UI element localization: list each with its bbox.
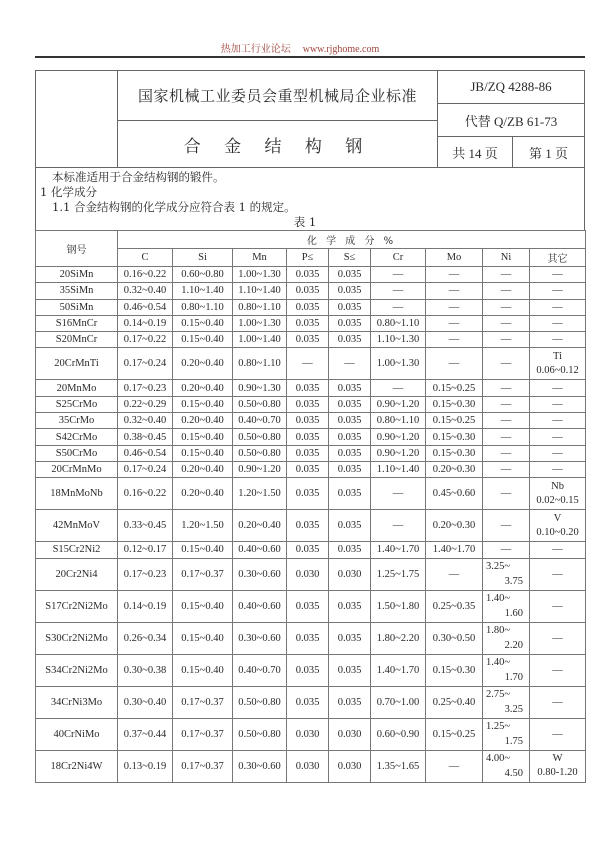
cell-c: 0.12~0.17 (118, 542, 173, 558)
ni-range-end: 4.50 (504, 768, 523, 780)
cell-s: 0.035 (329, 510, 371, 542)
cell-grade: 35SiMn (36, 283, 118, 299)
cell-s: 0.035 (329, 315, 371, 331)
col-header-cr: Cr (371, 249, 426, 267)
cell-si: 0.17~0.37 (173, 718, 233, 750)
cell-grade: 18MnMoNb (36, 478, 118, 510)
cell-c: 0.17~0.24 (118, 348, 173, 380)
table-row (36, 461, 586, 477)
cell-ni (483, 558, 530, 590)
cell-mo: 0.45~0.60 (426, 478, 483, 510)
cell-ni (483, 686, 530, 718)
table-row (36, 429, 586, 445)
cell-si: 0.15~0.40 (173, 315, 233, 331)
cell-c: 0.22~0.29 (118, 396, 173, 412)
cell-grade: S16MnCr (36, 315, 118, 331)
table-caption: 表 1 (293, 215, 317, 229)
total-pages-cell (437, 136, 513, 168)
table-row (36, 718, 586, 750)
cell-si: 0.15~0.40 (173, 445, 233, 461)
table-row (36, 478, 586, 510)
cell-s: 0.035 (329, 686, 371, 718)
cell-cr: 1.50~1.80 (371, 590, 426, 622)
cell-si: 0.15~0.40 (173, 542, 233, 558)
cell-mo: 1.40~1.70 (426, 542, 483, 558)
cell-other (530, 510, 586, 542)
cell-s: 0.030 (329, 750, 371, 782)
document-title: 合 金 结 构 钢 (183, 136, 372, 157)
cell-p: 0.035 (287, 686, 329, 718)
cell-si: 0.15~0.40 (173, 396, 233, 412)
table-row (36, 315, 586, 331)
cell-mn: 0.80~1.10 (233, 299, 287, 315)
cell-cr: — (371, 478, 426, 510)
other-element: V (553, 512, 562, 524)
ni-range-end: 2.20 (504, 640, 523, 652)
cell-mn: 1.10~1.40 (233, 283, 287, 299)
other-range: 0.02~0.15 (536, 494, 579, 506)
ni-range-start: 1.40~ (486, 657, 511, 669)
cell-p: 0.030 (287, 750, 329, 782)
cell-p: 0.035 (287, 267, 329, 283)
cell-s: 0.035 (329, 478, 371, 510)
cell-other: — (530, 380, 586, 396)
cell-ni (483, 622, 530, 654)
cell-c: 0.17~0.22 (118, 332, 173, 348)
cell-mo: — (426, 267, 483, 283)
cell-other: — (530, 396, 586, 412)
cell-s: 0.035 (329, 622, 371, 654)
cell-mn: 0.30~0.60 (233, 750, 287, 782)
cell-other (530, 348, 586, 380)
cell-ni: — (483, 380, 530, 396)
cell-cr: 0.90~1.20 (371, 445, 426, 461)
scope-text: 本标准适用于合金结构钢的锻件。 (52, 170, 225, 184)
cell-mn: 0.30~0.60 (233, 622, 287, 654)
table-row (36, 413, 586, 429)
cell-mn: 0.50~0.80 (233, 396, 287, 412)
cell-c: 0.16~0.22 (118, 478, 173, 510)
cell-other (530, 478, 586, 510)
cell-cr: 1.25~1.75 (371, 558, 426, 590)
col-header-c: C (118, 249, 173, 267)
cell-ni: — (483, 510, 530, 542)
cell-grade: 40CrNiMo (36, 718, 118, 750)
cell-c: 0.14~0.19 (118, 590, 173, 622)
cell-mo: — (426, 558, 483, 590)
cell-ni (483, 590, 530, 622)
cell-s: 0.035 (329, 396, 371, 412)
cell-s: — (329, 348, 371, 380)
cell-c: 0.32~0.40 (118, 413, 173, 429)
title-cell (117, 120, 438, 168)
cell-s: 0.035 (329, 299, 371, 315)
cell-cr: 1.80~2.20 (371, 622, 426, 654)
cell-mn: 0.20~0.40 (233, 510, 287, 542)
cell-p: 0.030 (287, 718, 329, 750)
other-range: 0.06~0.12 (536, 364, 579, 376)
cell-mn: 0.30~0.60 (233, 558, 287, 590)
cell-p: 0.035 (287, 429, 329, 445)
cell-other: — (530, 542, 586, 558)
cell-grade: S17Cr2Ni2Mo (36, 590, 118, 622)
cell-ni: — (483, 461, 530, 477)
cell-si: 0.15~0.40 (173, 332, 233, 348)
cell-other: — (530, 315, 586, 331)
replaces-code: 代替 Q/ZB 61-73 (464, 113, 558, 129)
cell-mo: 0.15~0.30 (426, 654, 483, 686)
cell-si: 0.20~0.40 (173, 461, 233, 477)
page-number-cell (512, 136, 585, 168)
cell-mo: — (426, 750, 483, 782)
cell-grade: S20MnCr (36, 332, 118, 348)
cell-cr: 0.80~1.10 (371, 413, 426, 429)
other-element: W (552, 753, 563, 765)
cell-mn: 0.50~0.80 (233, 718, 287, 750)
cell-other: — (530, 461, 586, 477)
cell-cr: — (371, 283, 426, 299)
cell-si: 0.80~1.10 (173, 299, 233, 315)
cell-c: 0.46~0.54 (118, 445, 173, 461)
cell-s: 0.035 (329, 283, 371, 299)
ni-range-end: 1.70 (504, 672, 523, 684)
cell-mo: 0.30~0.50 (426, 622, 483, 654)
cell-mo: — (426, 332, 483, 348)
ni-range-start: 2.75~ (486, 689, 511, 701)
cell-cr: — (371, 380, 426, 396)
table-row (36, 445, 586, 461)
cell-p: 0.035 (287, 478, 329, 510)
table-row (36, 380, 586, 396)
cell-ni: — (483, 413, 530, 429)
cell-ni: — (483, 429, 530, 445)
cell-ni: — (483, 542, 530, 558)
cell-mo: — (426, 348, 483, 380)
cell-c: 0.17~0.24 (118, 461, 173, 477)
cell-grade: S25CrMo (36, 396, 118, 412)
section-1-heading: 1 化学成分 (40, 185, 97, 199)
table-row (36, 348, 586, 380)
table-row (36, 654, 586, 686)
cell-c: 0.37~0.44 (118, 718, 173, 750)
cell-c: 0.14~0.19 (118, 315, 173, 331)
col-header-s: S≤ (329, 249, 371, 267)
cell-mo: — (426, 315, 483, 331)
cell-other: — (530, 413, 586, 429)
table-row (36, 622, 586, 654)
cell-ni: — (483, 348, 530, 380)
cell-c: 0.30~0.40 (118, 686, 173, 718)
standard-box-left-blank (35, 70, 118, 168)
cell-mo: — (426, 283, 483, 299)
cell-p: 0.035 (287, 396, 329, 412)
cell-c: 0.33~0.45 (118, 510, 173, 542)
cell-mn: 1.00~1.30 (233, 315, 287, 331)
col-header-other: 其它 (530, 249, 586, 267)
cell-cr: 0.70~1.00 (371, 686, 426, 718)
cell-p: 0.030 (287, 558, 329, 590)
cell-p: 0.035 (287, 622, 329, 654)
cell-grade: S15Cr2Ni2 (36, 542, 118, 558)
cell-p: 0.035 (287, 542, 329, 558)
col-header-p: P≤ (287, 249, 329, 267)
cell-c: 0.13~0.19 (118, 750, 173, 782)
cell-mo: 0.25~0.35 (426, 590, 483, 622)
cell-other: — (530, 590, 586, 622)
cell-cr: 1.40~1.70 (371, 542, 426, 558)
total-pages: 共 14 页 (452, 145, 498, 161)
cell-ni: — (483, 332, 530, 348)
cell-grade: 42MnMoV (36, 510, 118, 542)
cell-si: 0.17~0.37 (173, 686, 233, 718)
cell-other: — (530, 445, 586, 461)
cell-mn: 0.40~0.60 (233, 590, 287, 622)
table-row (36, 283, 586, 299)
cell-si: 0.15~0.40 (173, 654, 233, 686)
cell-si: 0.20~0.40 (173, 478, 233, 510)
cell-si: 0.60~0.80 (173, 267, 233, 283)
cell-ni: — (483, 315, 530, 331)
cell-c: 0.46~0.54 (118, 299, 173, 315)
cell-ni (483, 654, 530, 686)
cell-mo: 0.25~0.40 (426, 686, 483, 718)
cell-cr: — (371, 510, 426, 542)
cell-p: 0.035 (287, 380, 329, 396)
cell-cr: 0.80~1.10 (371, 315, 426, 331)
cell-c: 0.30~0.38 (118, 654, 173, 686)
standard-code: JB/ZQ 4288-86 (470, 79, 552, 94)
cell-mo: 0.15~0.30 (426, 396, 483, 412)
cell-mn: 0.40~0.60 (233, 542, 287, 558)
section-1-1-text: 1.1 合金结构钢的化学成分应符合表 1 的规定。 (52, 200, 296, 214)
cell-grade: 18Cr2Ni4W (36, 750, 118, 782)
cell-ni (483, 750, 530, 782)
cell-s: 0.035 (329, 429, 371, 445)
cell-s: 0.030 (329, 558, 371, 590)
cell-p: 0.035 (287, 315, 329, 331)
cell-grade: S34Cr2Ni2Mo (36, 654, 118, 686)
cell-mo: 0.20~0.30 (426, 461, 483, 477)
cell-grade: 20Cr2Ni4 (36, 558, 118, 590)
ni-range-start: 4.00~ (486, 753, 511, 765)
cell-si: 0.15~0.40 (173, 429, 233, 445)
col-header-mn: Mn (233, 249, 287, 267)
cell-cr: 0.90~1.20 (371, 429, 426, 445)
table-row (36, 267, 586, 283)
site-header (0, 40, 600, 55)
cell-s: 0.035 (329, 590, 371, 622)
cell-s: 0.035 (329, 380, 371, 396)
cell-mo: 0.15~0.30 (426, 429, 483, 445)
cell-grade: S30Cr2Ni2Mo (36, 622, 118, 654)
cell-other: — (530, 654, 586, 686)
cell-p: 0.035 (287, 445, 329, 461)
cell-c: 0.26~0.34 (118, 622, 173, 654)
cell-mo: 0.15~0.25 (426, 413, 483, 429)
cell-p: 0.035 (287, 332, 329, 348)
organization-name: 国家机械工业委员会重型机械局企业标准 (137, 87, 417, 105)
chemical-composition-table (35, 230, 586, 783)
cell-p: 0.035 (287, 283, 329, 299)
cell-grade: 20SiMn (36, 267, 118, 283)
cell-cr: 1.00~1.30 (371, 348, 426, 380)
cell-si: 1.20~1.50 (173, 510, 233, 542)
cell-other: — (530, 622, 586, 654)
cell-cr: — (371, 299, 426, 315)
ni-range-end: 3.75 (504, 576, 523, 588)
cell-p: 0.035 (287, 413, 329, 429)
cell-p: 0.035 (287, 510, 329, 542)
site-url: www.rjghome.com (302, 44, 380, 55)
cell-s: 0.035 (329, 654, 371, 686)
cell-cr: 1.35~1.65 (371, 750, 426, 782)
cell-cr: 1.10~1.30 (371, 332, 426, 348)
cell-other: — (530, 283, 586, 299)
cell-cr: — (371, 267, 426, 283)
cell-other: — (530, 299, 586, 315)
cell-p: 0.035 (287, 461, 329, 477)
cell-ni: — (483, 396, 530, 412)
cell-mn: 1.20~1.50 (233, 478, 287, 510)
table-row (36, 750, 586, 782)
cell-other: — (530, 686, 586, 718)
cell-mn: 0.80~1.10 (233, 348, 287, 380)
table-row (36, 686, 586, 718)
page-number: 第 1 页 (528, 145, 568, 161)
cell-p: — (287, 348, 329, 380)
cell-grade: 34CrNi3Mo (36, 686, 118, 718)
cell-other: — (530, 267, 586, 283)
grade-header: 钢号 (36, 231, 118, 267)
cell-c: 0.17~0.23 (118, 558, 173, 590)
cell-si: 0.20~0.40 (173, 348, 233, 380)
cell-si: 0.17~0.37 (173, 558, 233, 590)
cell-other (530, 750, 586, 782)
table-row (36, 299, 586, 315)
table-body (36, 267, 586, 783)
cell-ni: — (483, 267, 530, 283)
cell-s: 0.035 (329, 461, 371, 477)
table-row (36, 542, 586, 558)
cell-grade: 20CrMnTi (36, 348, 118, 380)
cell-s: 0.035 (329, 445, 371, 461)
cell-si: 0.15~0.40 (173, 590, 233, 622)
ni-range-end: 3.25 (504, 704, 523, 716)
cell-p: 0.035 (287, 299, 329, 315)
table-row (36, 558, 586, 590)
cell-c: 0.38~0.45 (118, 429, 173, 445)
cell-ni: — (483, 478, 530, 510)
col-header-mo: Mo (426, 249, 483, 267)
cell-cr: 1.10~1.40 (371, 461, 426, 477)
cell-grade: 20MnMo (36, 380, 118, 396)
cell-mn: 1.00~1.40 (233, 332, 287, 348)
other-element: Nb (551, 480, 564, 492)
cell-mo: 0.15~0.30 (426, 445, 483, 461)
cell-s: 0.035 (329, 542, 371, 558)
standard-code-cell (437, 70, 585, 104)
col-header-ni: Ni (483, 249, 530, 267)
cell-grade: 35CrMo (36, 413, 118, 429)
cell-si: 0.17~0.37 (173, 750, 233, 782)
cell-mo: — (426, 299, 483, 315)
cell-mn: 0.50~0.80 (233, 445, 287, 461)
cell-mn: 0.50~0.80 (233, 686, 287, 718)
cell-mo: 0.15~0.25 (426, 380, 483, 396)
cell-other: — (530, 558, 586, 590)
replaces-cell (437, 103, 585, 137)
cell-cr: 0.90~1.20 (371, 396, 426, 412)
cell-si: 0.20~0.40 (173, 413, 233, 429)
cell-ni (483, 718, 530, 750)
organization-cell (117, 70, 438, 121)
other-element: Ti (553, 350, 563, 362)
cell-s: 0.035 (329, 413, 371, 429)
cell-cr: 0.60~0.90 (371, 718, 426, 750)
cell-ni: — (483, 445, 530, 461)
ni-range-start: 3.25~ (486, 561, 511, 573)
ni-range-end: 1.60 (504, 608, 523, 620)
table-row (36, 396, 586, 412)
forum-name: 热加工行业论坛 (220, 44, 291, 55)
cell-mn: 0.40~0.70 (233, 413, 287, 429)
cell-grade: 20CrMnMo (36, 461, 118, 477)
ni-range-start: 1.80~ (486, 625, 511, 637)
cell-ni: — (483, 283, 530, 299)
cell-grade: S50CrMo (36, 445, 118, 461)
cell-c: 0.17~0.23 (118, 380, 173, 396)
cell-p: 0.035 (287, 654, 329, 686)
col-header-si: Si (173, 249, 233, 267)
ni-range-end: 1.75 (504, 736, 523, 748)
cell-grade: S42CrMo (36, 429, 118, 445)
cell-mn: 0.90~1.20 (233, 461, 287, 477)
table-row (36, 590, 586, 622)
cell-c: 0.16~0.22 (118, 267, 173, 283)
cell-other: — (530, 718, 586, 750)
cell-s: 0.035 (329, 332, 371, 348)
cell-c: 0.32~0.40 (118, 283, 173, 299)
cell-ni: — (483, 299, 530, 315)
cell-grade: 50SiMn (36, 299, 118, 315)
header-rule (35, 56, 585, 58)
cell-mo: 0.15~0.25 (426, 718, 483, 750)
other-range: 0.10~0.20 (536, 526, 579, 538)
cell-si: 1.10~1.40 (173, 283, 233, 299)
cell-p: 0.035 (287, 590, 329, 622)
cell-mo: 0.20~0.30 (426, 510, 483, 542)
cell-cr: 1.40~1.70 (371, 654, 426, 686)
other-range: 0.80-1.20 (537, 767, 578, 779)
cell-mn: 0.40~0.70 (233, 654, 287, 686)
cell-other: — (530, 429, 586, 445)
table-row (36, 510, 586, 542)
cell-s: 0.035 (329, 267, 371, 283)
cell-s: 0.030 (329, 718, 371, 750)
ni-range-start: 1.40~ (486, 593, 511, 605)
table-row (36, 332, 586, 348)
ni-range-start: 1.25~ (486, 721, 511, 733)
cell-mn: 1.00~1.30 (233, 267, 287, 283)
cell-other: — (530, 332, 586, 348)
cell-mn: 0.50~0.80 (233, 429, 287, 445)
cell-mn: 0.90~1.30 (233, 380, 287, 396)
composition-group-header: 化 学 成 分 % (118, 231, 586, 249)
cell-si: 0.15~0.40 (173, 622, 233, 654)
cell-si: 0.20~0.40 (173, 380, 233, 396)
